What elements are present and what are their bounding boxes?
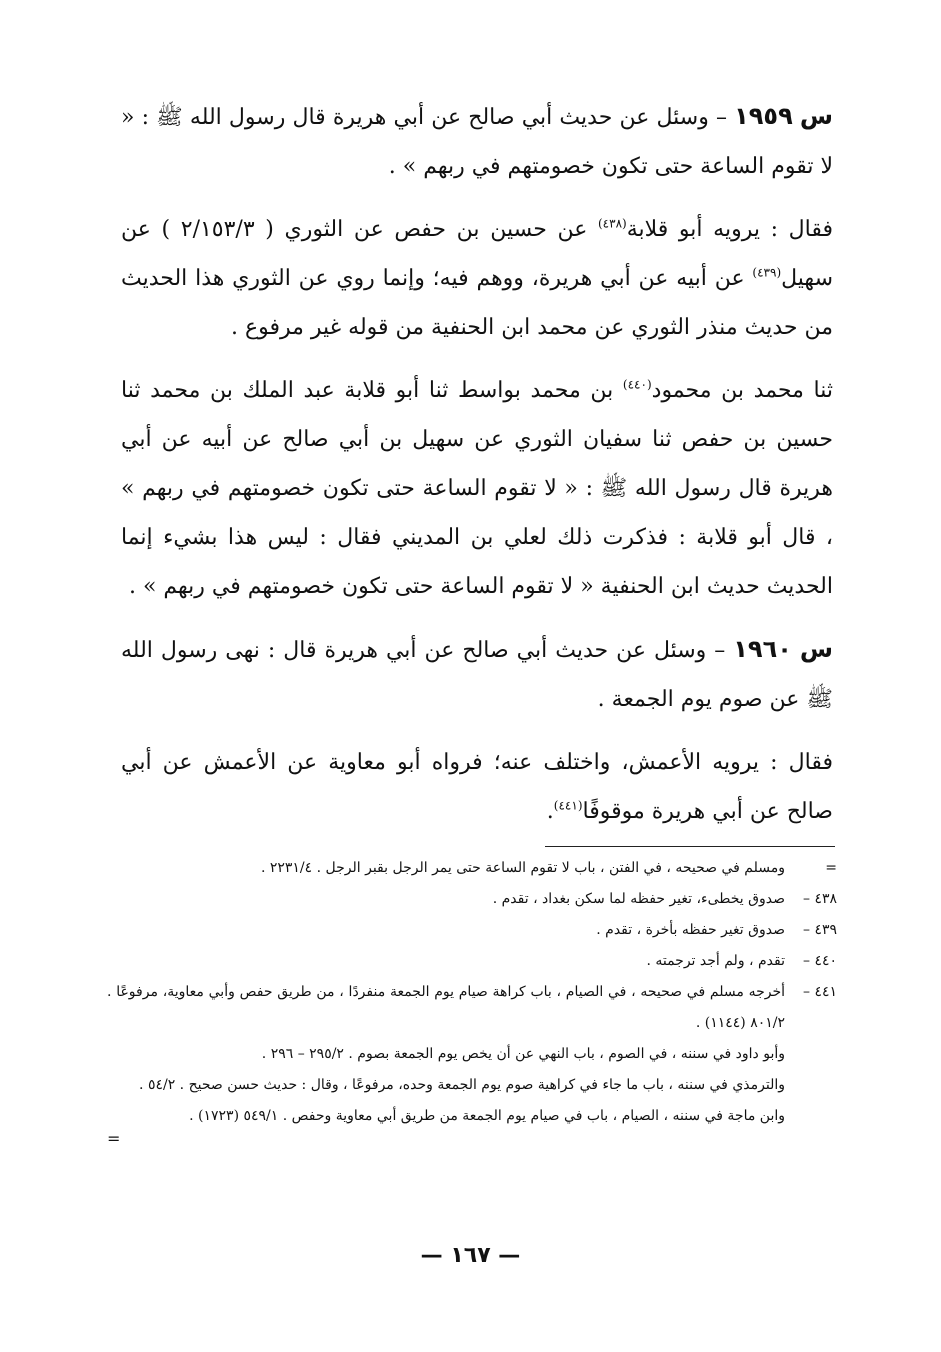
answer-text: عن أبيه عن أبي هريرة، ووهم فيه؛ وإنما روي عن الثوري هذا الحديث من حديث منذر الثوري عن محمد ابن الحنفية من قوله غير مرفوع . — [121, 266, 833, 340]
continuation-mark-bottom: = — [107, 1129, 121, 1148]
footnote-text: والترمذي في سننه ، باب ما جاء في كراهية صوم يوم الجمعة وحده، مرفوعًا ، وقال : حديث حسن صحيح . ٥٤/٢ . — [139, 1077, 785, 1093]
footnote-number: ٤٣٩ – — [802, 922, 837, 938]
footnote-text: وأبو داود في سننه ، في الصوم ، باب النهي عن أن يخص يوم الجمعة بصوم . ٢٩٥/٢ – ٢٩٦ . — [261, 1046, 785, 1062]
footnotes — [107, 853, 837, 1146]
continuation-mark: = — [825, 860, 837, 876]
footnote-441-line-4 — [107, 1101, 837, 1132]
footnote-text: أخرجه مسلم في صحيحه ، في الصيام ، باب كراهة صيام يوم الجمعة منفردًا ، من طريق حفص وأبي معاوية، مرفوعًا . ٨٠١/٢ (١١٤٤) . — [107, 984, 785, 1031]
answer-1959-paragraph-2 — [121, 366, 833, 611]
answer-text: . — [546, 799, 554, 824]
answer-1959-paragraph-1 — [121, 205, 833, 352]
footnote-441-line-3 — [107, 1070, 837, 1101]
footnote-439 — [107, 915, 837, 946]
footnote-441-line-2 — [107, 1039, 837, 1070]
footnote-ref-440: (٤٤٠) — [622, 377, 652, 392]
footnote-text: صدوق يخطىء، تغير حفظه لما سكن بغداد ، تقدم . — [492, 891, 785, 907]
answer-text: فقال : يرويه أبو قلابة — [626, 217, 833, 242]
footnote-ref-441: (٤٤١) — [553, 798, 583, 813]
footnote-438 — [107, 884, 837, 915]
answer-text: بن محمد بواسط ثنا أبو قلابة عبد الملك بن محمد ثنا حسين بن حفص ثنا سفيان الثوري عن سهيل بن أبي صالح عن أبيه عن أبي هريرة قال رسول الله ﷺ : « لا تقوم الساعة حتى تكون خصومتهم في ربهم » ، قال أبو قلابة : فذكرت ذلك لعلي بن المديني فقال : ليس هذا بشيء إنما الحديث حديث ابن الحنفية « لا تقوم الساعة حتى تكون خصومتهم في ربهم » . — [121, 378, 833, 599]
footnote-440 — [107, 946, 837, 977]
footnote-divider — [545, 846, 835, 847]
page-number: — ١٦٧ — — [420, 1243, 521, 1268]
footnote-text: تقدم ، ولم أجد ترجمته . — [646, 953, 785, 969]
main-text — [121, 92, 833, 836]
footnote-number: ٤٤٠ – — [802, 953, 837, 969]
footnote-number: ٤٤١ – — [802, 984, 837, 1000]
question-text: – وسئل عن حديث أبي صالح عن أبي هريرة قال : نهى رسول الله ﷺ عن صوم يوم الجمعة . — [121, 638, 833, 712]
question-label: س — [799, 102, 833, 130]
footnote-text: ومسلم في صحيحه ، في الفتن ، باب لا تقوم الساعة حتى يمر الرجل بقبر الرجل . ٢٢٣١/٤ . — [260, 860, 785, 876]
footnote-441 — [107, 977, 837, 1039]
question-label: س — [799, 635, 833, 663]
question-1960 — [121, 625, 833, 724]
answer-text: فقال : يرويه الأعمش، واختلف عنه؛ فرواه أبو معاوية عن الأعمش عن أبي صالح عن أبي هريرة موقوفًا — [121, 750, 833, 824]
answer-text: ثنا محمد بن محمود — [651, 378, 833, 403]
question-text: – وسئل عن حديث أبي صالح عن أبي هريرة قال رسول الله ﷺ : « لا تقوم الساعة حتى تكون خصومتهم في ربهم » . — [121, 105, 833, 179]
answer-text: عن حسين بن حفص عن الثوري ( ٢/١٥٣/٣ ) عن سهيل — [121, 217, 833, 291]
footnote-number: ٤٣٨ – — [802, 891, 837, 907]
question-number: ١٩٥٩ — [734, 102, 793, 130]
question-1959 — [121, 92, 833, 191]
footnote-ref-439: (٤٣٩) — [752, 265, 782, 280]
answer-1960 — [121, 738, 833, 836]
footnote-text: صدوق تغير حفظه بأخرة ، تقدم . — [596, 922, 785, 938]
footnote-ref-438: (٤٣٨) — [597, 216, 627, 231]
footnote-text: وابن ماجة في سننه ، الصيام ، باب في صيام يوم الجمعة من طريق أبي معاوية وحفص . ٥٤٩/١ (١٧٢٣) . — [189, 1108, 785, 1124]
footnote-continued — [107, 853, 837, 884]
question-number: ١٩٦٠ — [733, 635, 792, 663]
